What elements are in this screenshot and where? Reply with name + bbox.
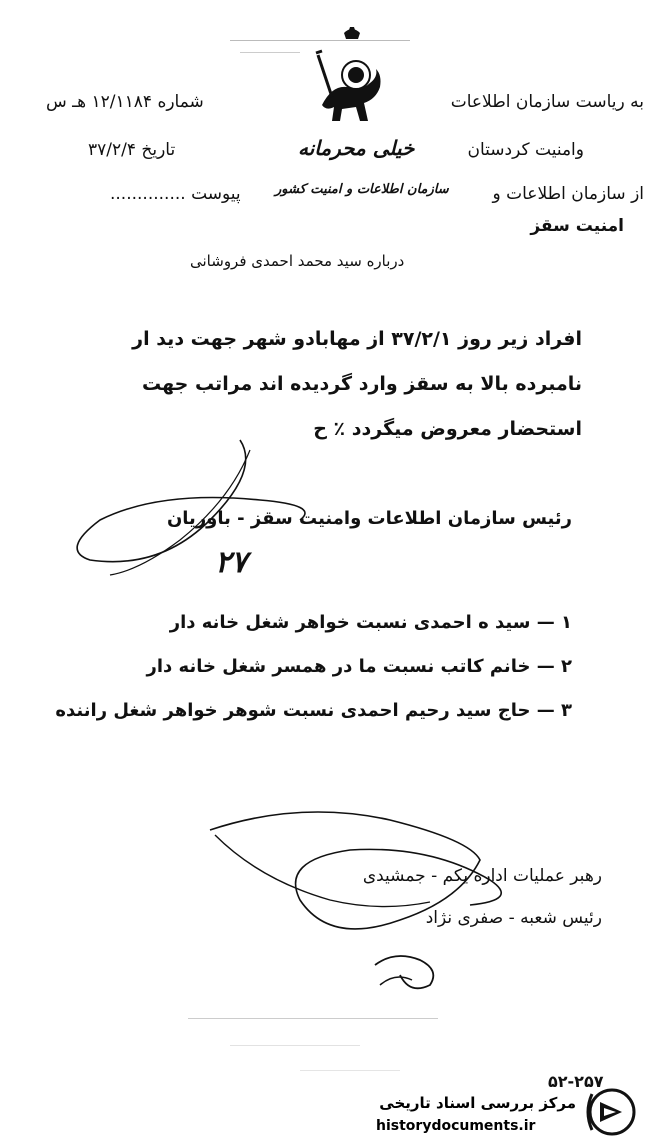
list-item: ۲ — خانم کاتب نسبت ما در همسر شغل خانه دار [146,656,572,677]
subject-value: سید محمد احمدی فروشانی [190,252,362,270]
list-number: ۱ [561,612,572,633]
province-line: وامنیت کردستان [467,140,584,160]
from-line [493,184,645,204]
list-item: ۳ — حاج سید رحیم احمدی نسبت شوهر خواهر شغل راننده [55,700,572,721]
attachment-label: پیوست [191,184,241,204]
doc-code: ۵۲-۲۵۷ [548,1072,604,1091]
list-text: خانم کاتب نسبت ما در همسر شغل خانه دار [146,656,531,677]
signature-title: رئیس سازمان اطلاعات وامنیت سقز - باوریان [166,508,572,529]
date-label: تاریخ [141,140,176,160]
number-field [46,92,204,112]
approval-line-2: رئیس شعبه - صفری نژاد [425,908,602,928]
scan-noise-top [230,40,410,41]
archive-name: مرکز بررسی اسناد تاریخی [379,1094,576,1112]
list-text: سید ه احمدی نسبت خواهر شغل خانه دار [169,612,531,633]
list-text: حاج سید رحیم احمدی نسبت شوهر خواهر شغل راننده [55,700,531,721]
scan-noise-bottom-3 [300,1070,400,1071]
list-number: ۳ [561,700,572,721]
scan-noise-bottom [188,1018,438,1019]
list-item: ۱ — سید ه احمدی نسبت خواهر شغل خانه دار [169,612,572,633]
scan-noise-top-2 [240,52,300,53]
from-label: از [631,184,644,204]
approval-line-1: رهبر عملیات اداره یکم - جمشیدی [362,866,602,886]
archive-logo-icon [582,1086,640,1138]
number-value: ۱۲/۱۱۸۴ هـ س [46,92,153,112]
subject-label: درباره [366,252,405,270]
attachment-field [110,184,241,204]
body-line-1: افراد زیر روز ۳۷/۲/۱ از مهابادو شهر جهت دید ار [132,328,582,350]
attachment-value: .............. [110,184,186,204]
body-line-3: استحضار معروض میگردد ٪ ح [313,418,582,440]
handwritten-classification: خیلی محرمانه [298,136,415,160]
to-value: ریاست سازمان اطلاعات [450,92,625,112]
archive-url: historydocuments.ir [376,1118,536,1134]
handwritten-from: سازمان اطلاعات و امنیت کشور [275,182,449,197]
date-value: ۳۷/۲/۴ [88,140,136,160]
from-unit: امنیت سقز [530,216,624,236]
scan-noise-bottom-2 [230,1045,360,1046]
number-label: شماره [157,92,204,112]
subject-line [190,252,404,270]
date-field [88,140,175,160]
handwritten-number: ۲۷ [215,545,248,580]
recipient-line [451,92,644,112]
from-value: سازمان اطلاعات و [492,184,626,204]
to-label: به [630,92,644,112]
body-line-2: نامبرده بالا به سقز وارد گردیده اند مراتب جهت [141,373,582,395]
list-number: ۲ [561,656,572,677]
